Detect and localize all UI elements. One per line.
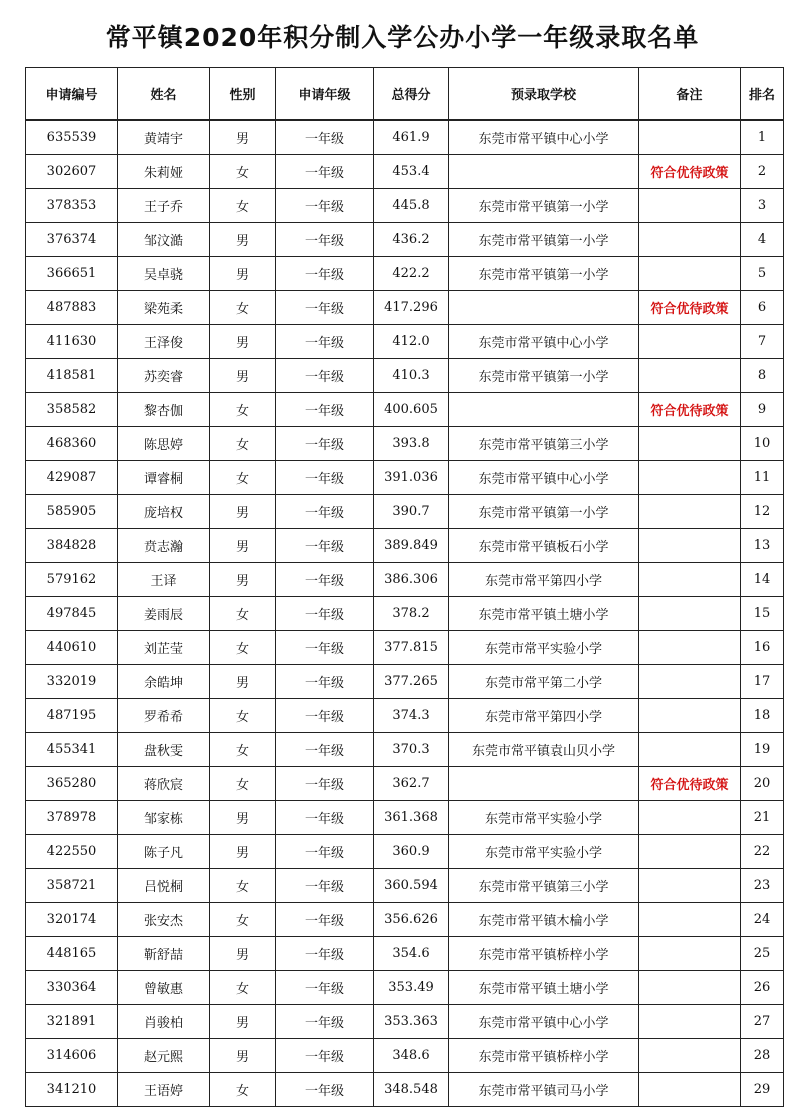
cell-school: 东莞市常平镇第三小学: [449, 427, 639, 461]
table-row: [26, 631, 784, 665]
table-row: [26, 325, 784, 359]
cell-grade: 一年级: [276, 461, 374, 495]
cell-school: 东莞市常平镇第一小学: [449, 359, 639, 393]
cell-gender: 男: [210, 529, 276, 563]
cell-remarks: [639, 631, 741, 665]
cell-gender: 男: [210, 495, 276, 529]
cell-application-id: 635539: [26, 120, 118, 155]
cell-school: 东莞市常平镇板石小学: [449, 529, 639, 563]
table-header-row: [26, 68, 784, 121]
cell-remarks: [639, 903, 741, 937]
cell-name: 贲志瀚: [118, 529, 210, 563]
table-row: [26, 155, 784, 189]
cell-name: 朱莉娅: [118, 155, 210, 189]
cell-total-score: 436.2: [374, 223, 449, 257]
cell-name: 赵元熙: [118, 1039, 210, 1073]
cell-name: 刘芷莹: [118, 631, 210, 665]
cell-name: 靳舒喆: [118, 937, 210, 971]
table-row: [26, 291, 784, 325]
cell-application-id: 497845: [26, 597, 118, 631]
cell-name: 黄靖宇: [118, 120, 210, 155]
cell-application-id: 378353: [26, 189, 118, 223]
cell-rank: 11: [741, 461, 784, 495]
cell-school: 东莞市常平第四小学: [449, 563, 639, 597]
cell-name: 谭睿桐: [118, 461, 210, 495]
cell-rank: 16: [741, 631, 784, 665]
cell-school: 东莞市常平镇第一小学: [449, 189, 639, 223]
cell-remarks: [639, 325, 741, 359]
cell-total-score: 353.49: [374, 971, 449, 1005]
cell-remarks: [639, 869, 741, 903]
cell-school: [449, 291, 639, 325]
cell-grade: 一年级: [276, 291, 374, 325]
cell-name: 邹家栋: [118, 801, 210, 835]
cell-total-score: 422.2: [374, 257, 449, 291]
table-row: [26, 120, 784, 155]
cell-application-id: 455341: [26, 733, 118, 767]
cell-grade: 一年级: [276, 869, 374, 903]
cell-remarks: [639, 1039, 741, 1073]
cell-rank: 18: [741, 699, 784, 733]
table-row: [26, 903, 784, 937]
cell-rank: 25: [741, 937, 784, 971]
cell-grade: 一年级: [276, 767, 374, 801]
header-grade: 申请年级: [276, 68, 374, 121]
cell-name: 王译: [118, 563, 210, 597]
cell-rank: 23: [741, 869, 784, 903]
cell-remarks: 符合优待政策: [639, 393, 741, 427]
cell-gender: 女: [210, 427, 276, 461]
cell-gender: 女: [210, 971, 276, 1005]
cell-gender: 男: [210, 257, 276, 291]
cell-name: 庞培权: [118, 495, 210, 529]
cell-application-id: 448165: [26, 937, 118, 971]
cell-name: 王子乔: [118, 189, 210, 223]
cell-gender: 女: [210, 155, 276, 189]
cell-rank: 1: [741, 120, 784, 155]
cell-gender: 女: [210, 291, 276, 325]
cell-remarks: [639, 495, 741, 529]
cell-total-score: 374.3: [374, 699, 449, 733]
cell-school: 东莞市常平镇中心小学: [449, 461, 639, 495]
cell-grade: 一年级: [276, 120, 374, 155]
cell-name: 张安杰: [118, 903, 210, 937]
cell-grade: 一年级: [276, 1005, 374, 1039]
cell-total-score: 354.6: [374, 937, 449, 971]
cell-application-id: 440610: [26, 631, 118, 665]
cell-gender: 男: [210, 359, 276, 393]
cell-application-id: 418581: [26, 359, 118, 393]
table-row: [26, 359, 784, 393]
cell-rank: 10: [741, 427, 784, 461]
cell-remarks: [639, 189, 741, 223]
cell-grade: 一年级: [276, 393, 374, 427]
cell-remarks: [639, 597, 741, 631]
cell-name: 吕悦桐: [118, 869, 210, 903]
table-row: [26, 835, 784, 869]
cell-gender: 男: [210, 665, 276, 699]
cell-rank: 24: [741, 903, 784, 937]
cell-name: 梁苑柔: [118, 291, 210, 325]
cell-school: 东莞市常平镇土塘小学: [449, 597, 639, 631]
cell-remarks: [639, 665, 741, 699]
cell-name: 罗希希: [118, 699, 210, 733]
cell-remarks: [639, 257, 741, 291]
cell-grade: 一年级: [276, 257, 374, 291]
cell-application-id: 314606: [26, 1039, 118, 1073]
cell-remarks: [639, 1005, 741, 1039]
table-row: [26, 1039, 784, 1073]
cell-gender: 女: [210, 189, 276, 223]
cell-application-id: 429087: [26, 461, 118, 495]
cell-grade: 一年级: [276, 597, 374, 631]
table-row: [26, 699, 784, 733]
cell-name: 曾敏惠: [118, 971, 210, 1005]
cell-rank: 9: [741, 393, 784, 427]
cell-rank: 22: [741, 835, 784, 869]
cell-school: 东莞市常平镇桥梓小学: [449, 937, 639, 971]
cell-total-score: 461.9: [374, 120, 449, 155]
cell-total-score: 353.363: [374, 1005, 449, 1039]
cell-remarks: [639, 223, 741, 257]
cell-name: 盘秋雯: [118, 733, 210, 767]
cell-grade: 一年级: [276, 801, 374, 835]
cell-grade: 一年级: [276, 223, 374, 257]
cell-school: 东莞市常平实验小学: [449, 801, 639, 835]
header-remarks: 备注: [639, 68, 741, 121]
cell-total-score: 360.594: [374, 869, 449, 903]
cell-remarks: 符合优待政策: [639, 291, 741, 325]
table-row: [26, 733, 784, 767]
cell-application-id: 579162: [26, 563, 118, 597]
cell-gender: 女: [210, 1073, 276, 1107]
cell-rank: 4: [741, 223, 784, 257]
cell-name: 苏奕睿: [118, 359, 210, 393]
cell-application-id: 411630: [26, 325, 118, 359]
cell-remarks: [639, 427, 741, 461]
cell-school: 东莞市常平镇袁山贝小学: [449, 733, 639, 767]
cell-name: 王语婷: [118, 1073, 210, 1107]
table-row: [26, 937, 784, 971]
cell-gender: 男: [210, 1039, 276, 1073]
cell-remarks: [639, 1073, 741, 1107]
cell-grade: 一年级: [276, 563, 374, 597]
cell-remarks: [639, 699, 741, 733]
cell-school: 东莞市常平第四小学: [449, 699, 639, 733]
cell-total-score: 393.8: [374, 427, 449, 461]
cell-rank: 17: [741, 665, 784, 699]
table-row: [26, 801, 784, 835]
cell-gender: 女: [210, 597, 276, 631]
cell-application-id: 302607: [26, 155, 118, 189]
cell-name: 邹汶澔: [118, 223, 210, 257]
table-row: [26, 563, 784, 597]
cell-application-id: 341210: [26, 1073, 118, 1107]
cell-rank: 6: [741, 291, 784, 325]
header-school: 预录取学校: [449, 68, 639, 121]
cell-gender: 男: [210, 120, 276, 155]
cell-remarks: [639, 461, 741, 495]
cell-school: 东莞市常平镇中心小学: [449, 1005, 639, 1039]
cell-rank: 14: [741, 563, 784, 597]
cell-remarks: [639, 359, 741, 393]
cell-school: [449, 767, 639, 801]
cell-school: 东莞市常平实验小学: [449, 835, 639, 869]
cell-total-score: 362.7: [374, 767, 449, 801]
cell-school: 东莞市常平镇桥梓小学: [449, 1039, 639, 1073]
cell-total-score: 378.2: [374, 597, 449, 631]
cell-name: 陈子凡: [118, 835, 210, 869]
cell-total-score: 377.815: [374, 631, 449, 665]
cell-gender: 男: [210, 937, 276, 971]
cell-name: 吴卓骁: [118, 257, 210, 291]
cell-application-id: 487195: [26, 699, 118, 733]
cell-application-id: 330364: [26, 971, 118, 1005]
cell-gender: 女: [210, 869, 276, 903]
cell-application-id: 321891: [26, 1005, 118, 1039]
cell-grade: 一年级: [276, 733, 374, 767]
cell-rank: 13: [741, 529, 784, 563]
cell-rank: 5: [741, 257, 784, 291]
cell-total-score: 360.9: [374, 835, 449, 869]
header-application-id: 申请编号: [26, 68, 118, 121]
cell-rank: 3: [741, 189, 784, 223]
cell-grade: 一年级: [276, 1073, 374, 1107]
cell-name: 余皓坤: [118, 665, 210, 699]
table-row: [26, 869, 784, 903]
cell-total-score: 361.368: [374, 801, 449, 835]
cell-gender: 女: [210, 767, 276, 801]
cell-application-id: 332019: [26, 665, 118, 699]
cell-school: 东莞市常平镇土塘小学: [449, 971, 639, 1005]
cell-total-score: 356.626: [374, 903, 449, 937]
cell-name: 王泽俊: [118, 325, 210, 359]
cell-remarks: 符合优待政策: [639, 767, 741, 801]
cell-application-id: 376374: [26, 223, 118, 257]
cell-total-score: 390.7: [374, 495, 449, 529]
table-row: [26, 461, 784, 495]
cell-total-score: 386.306: [374, 563, 449, 597]
cell-rank: 27: [741, 1005, 784, 1039]
table-row: [26, 1073, 784, 1107]
cell-gender: 女: [210, 393, 276, 427]
cell-school: 东莞市常平镇第三小学: [449, 869, 639, 903]
table-row: [26, 1005, 784, 1039]
cell-name: 陈思婷: [118, 427, 210, 461]
table-row: [26, 597, 784, 631]
header-name: 姓名: [118, 68, 210, 121]
header-rank: 排名: [741, 68, 784, 121]
cell-rank: 2: [741, 155, 784, 189]
cell-remarks: [639, 835, 741, 869]
cell-total-score: 417.296: [374, 291, 449, 325]
table-row: [26, 495, 784, 529]
cell-total-score: 412.0: [374, 325, 449, 359]
cell-application-id: 585905: [26, 495, 118, 529]
cell-grade: 一年级: [276, 529, 374, 563]
cell-application-id: 468360: [26, 427, 118, 461]
cell-gender: 男: [210, 325, 276, 359]
cell-grade: 一年级: [276, 835, 374, 869]
cell-total-score: 400.605: [374, 393, 449, 427]
table-row: [26, 971, 784, 1005]
cell-application-id: 378978: [26, 801, 118, 835]
cell-remarks: [639, 120, 741, 155]
cell-application-id: 358721: [26, 869, 118, 903]
cell-total-score: 389.849: [374, 529, 449, 563]
cell-grade: 一年级: [276, 325, 374, 359]
cell-school: 东莞市常平镇第一小学: [449, 495, 639, 529]
page-title: 常平镇2020年积分制入学公办小学一年级录取名单: [105, 23, 700, 52]
cell-grade: 一年级: [276, 427, 374, 461]
cell-gender: 男: [210, 223, 276, 257]
cell-total-score: 377.265: [374, 665, 449, 699]
table-row: [26, 189, 784, 223]
table-row: [26, 529, 784, 563]
cell-rank: 26: [741, 971, 784, 1005]
cell-remarks: [639, 529, 741, 563]
admission-table: [25, 67, 784, 1107]
cell-grade: 一年级: [276, 903, 374, 937]
cell-rank: 20: [741, 767, 784, 801]
cell-rank: 21: [741, 801, 784, 835]
cell-application-id: 365280: [26, 767, 118, 801]
cell-school: 东莞市常平第二小学: [449, 665, 639, 699]
cell-application-id: 320174: [26, 903, 118, 937]
cell-school: 东莞市常平镇司马小学: [449, 1073, 639, 1107]
cell-gender: 女: [210, 733, 276, 767]
cell-gender: 女: [210, 631, 276, 665]
cell-school: 东莞市常平镇中心小学: [449, 120, 639, 155]
cell-rank: 28: [741, 1039, 784, 1073]
cell-application-id: 422550: [26, 835, 118, 869]
table-row: [26, 393, 784, 427]
cell-total-score: 410.3: [374, 359, 449, 393]
cell-remarks: [639, 563, 741, 597]
table-row: [26, 665, 784, 699]
cell-gender: 男: [210, 835, 276, 869]
cell-gender: 男: [210, 801, 276, 835]
cell-gender: 男: [210, 1005, 276, 1039]
cell-gender: 女: [210, 461, 276, 495]
cell-school: 东莞市常平镇第一小学: [449, 257, 639, 291]
table-row: [26, 257, 784, 291]
cell-application-id: 487883: [26, 291, 118, 325]
cell-school: [449, 393, 639, 427]
cell-grade: 一年级: [276, 1039, 374, 1073]
table-row: [26, 767, 784, 801]
cell-remarks: [639, 733, 741, 767]
cell-total-score: 348.6: [374, 1039, 449, 1073]
cell-name: 肖骏柏: [118, 1005, 210, 1039]
cell-remarks: [639, 801, 741, 835]
cell-gender: 女: [210, 903, 276, 937]
cell-grade: 一年级: [276, 937, 374, 971]
cell-remarks: [639, 971, 741, 1005]
table-row: [26, 223, 784, 257]
cell-grade: 一年级: [276, 699, 374, 733]
cell-application-id: 366651: [26, 257, 118, 291]
header-total-score: 总得分: [374, 68, 449, 121]
cell-rank: 19: [741, 733, 784, 767]
cell-total-score: 445.8: [374, 189, 449, 223]
cell-rank: 8: [741, 359, 784, 393]
cell-rank: 15: [741, 597, 784, 631]
cell-remarks: [639, 937, 741, 971]
cell-grade: 一年级: [276, 495, 374, 529]
cell-grade: 一年级: [276, 189, 374, 223]
cell-school: 东莞市常平实验小学: [449, 631, 639, 665]
cell-application-id: 384828: [26, 529, 118, 563]
cell-school: 东莞市常平镇中心小学: [449, 325, 639, 359]
header-gender: 性别: [210, 68, 276, 121]
cell-application-id: 358582: [26, 393, 118, 427]
cell-name: 蒋欣宸: [118, 767, 210, 801]
cell-rank: 29: [741, 1073, 784, 1107]
cell-gender: 男: [210, 563, 276, 597]
cell-school: 东莞市常平镇木棆小学: [449, 903, 639, 937]
cell-school: [449, 155, 639, 189]
cell-grade: 一年级: [276, 155, 374, 189]
cell-rank: 7: [741, 325, 784, 359]
cell-total-score: 453.4: [374, 155, 449, 189]
table-row: [26, 427, 784, 461]
cell-name: 黎杏伽: [118, 393, 210, 427]
cell-remarks: 符合优待政策: [639, 155, 741, 189]
cell-grade: 一年级: [276, 971, 374, 1005]
cell-rank: 12: [741, 495, 784, 529]
cell-gender: 女: [210, 699, 276, 733]
cell-total-score: 370.3: [374, 733, 449, 767]
cell-name: 姜雨辰: [118, 597, 210, 631]
cell-grade: 一年级: [276, 631, 374, 665]
cell-total-score: 391.036: [374, 461, 449, 495]
cell-total-score: 348.548: [374, 1073, 449, 1107]
cell-grade: 一年级: [276, 359, 374, 393]
cell-school: 东莞市常平镇第一小学: [449, 223, 639, 257]
cell-grade: 一年级: [276, 665, 374, 699]
